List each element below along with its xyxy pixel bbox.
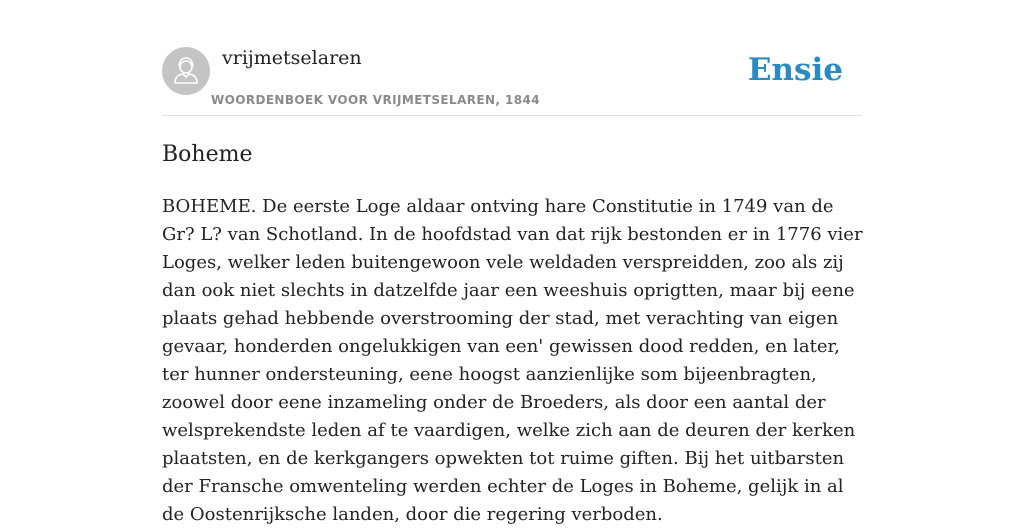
- header: [162, 46, 862, 116]
- avatar[interactable]: [162, 47, 210, 95]
- ensie-logo[interactable]: Ensie: [747, 52, 843, 88]
- article-body: BOHEME. De eerste Loge aldaar ontving hare Constitutie in 1749 van de Gr? L? van Schotland. In de hoofdstad van dat rijk bestonden er in 1776 vier Loges, welker leden buitengewoon vele weldaden verspreidden, zoo als zij dan ook niet slechts in datzelfde jaar een weeshuis oprigtten, maar bij eene plaats gehad hebbende overstrooming der stad, met verachting van eigen gevaar, honderden ongelukkigen van een' gewissen dood redden, en later, ter hunner ondersteuning, eene hoogst aanzienlijke som bijeenbragten, zoowel door eene inzameling onder de Broeders, als door een aantal der welsprekendste leden af te vaardigen, welke zich aan de deuren der kerken plaatsten, en de kerkgangers opwekten tot ruime giften. Bij het uitbarsten der Fransche omwenteling werden echter de Loges in Boheme, gelijk in al de Oostenrijksche landen, door die regering verboden.: [162, 196, 863, 525]
- user-silhouette-icon: [162, 47, 210, 95]
- page-title: Boheme: [162, 142, 253, 167]
- author-name[interactable]: vrijmetselaren: [222, 47, 362, 69]
- source-label[interactable]: WOORDENBOEK VOOR VRIJMETSELAREN, 1844: [211, 93, 540, 107]
